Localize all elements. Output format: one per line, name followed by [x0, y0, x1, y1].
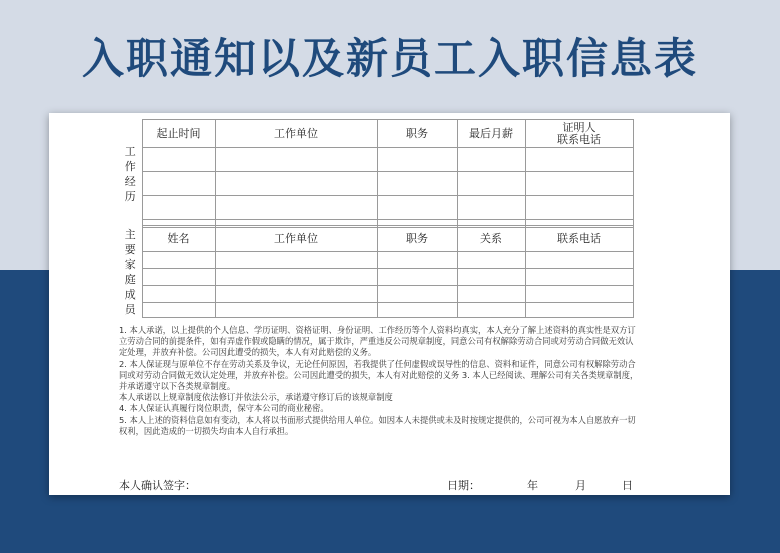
- signature-label: 本人确认签字：: [119, 479, 196, 492]
- term-item: 4. 本人保证认真履行岗位职责，保守本公司的商业秘密。: [119, 403, 329, 414]
- term-item: 1. 本人承诺，以上提供的个人信息、学历证明、资格证明、身份证明、工作经历等个人资料均真实，本人充分了解上述资料的真实性是双方订立劳动合同的前提条件，如有弄虚作假或隐瞒的情况，属于欺诈，严重违反公司规章制度，同意公司有权解除劳动合同或对劳动合同做无效认定处理，并放弃补偿。公司因此遭受的损失，本人有对此赔偿的义务。: [119, 325, 636, 358]
- table-row: [119, 196, 633, 220]
- day-label: 日: [622, 479, 633, 492]
- header-phone: 联系电话: [525, 226, 633, 252]
- term-item: 本人承诺以上规章制度依法修订并依法公示，承诺遵守修订后的该规章制度: [119, 392, 393, 403]
- table-row: [119, 148, 633, 172]
- header-position: 职务: [377, 226, 457, 252]
- family-members-label: 主要家庭成员: [119, 226, 142, 318]
- work-history-table: [119, 119, 634, 228]
- header-employer: 工作单位: [215, 120, 377, 148]
- term-item: 2. 本人保证现与原单位不存在劳动关系及争议，无论任何原因，若我提供了任何虚假或误导性的信息、资料和证件，同意公司有权解除劳动合同或对劳动合同做无效认定处理，并放弃补偿。公司因此遭受的损失，本人有对此赔偿的义务 3. 本人已经阅读、理解公司有关各类规章制度，并承诺遵守以下各类规章制度。: [119, 358, 639, 392]
- header-last-salary: 最后月薪: [457, 120, 525, 148]
- term-item: 5. 本人上述的资料信息如有变动，本人将以书面形式提供给用人单位。如因本人未提供或未及时按规定提供的，公司可视为本人自愿放弃一切权利，因此造成的一切损失均由本人自行承担。: [119, 414, 636, 436]
- month-label: 月: [575, 479, 586, 492]
- table-row: [119, 172, 633, 196]
- header-name: 姓名: [142, 226, 215, 252]
- table-row: [119, 303, 633, 318]
- page-title: 入职通知以及新员工入职信息表: [81, 34, 698, 83]
- table-row: [119, 269, 633, 286]
- date-label: 日期：: [447, 479, 480, 492]
- year-label: 年: [527, 479, 538, 492]
- header-employer: 工作单位: [215, 226, 377, 252]
- table-row: [119, 286, 633, 303]
- header-relationship: 关系: [457, 226, 525, 252]
- family-members-table: [119, 225, 634, 318]
- work-history-label: 工作经历: [119, 120, 142, 228]
- form-sheet: [49, 113, 730, 495]
- table-row: [119, 252, 633, 269]
- header-start-end-time: 起止时间: [142, 120, 215, 148]
- header-position: 职务: [377, 120, 457, 148]
- header-reference-phone: 证明人 联系电话: [525, 120, 633, 148]
- terms-text: [119, 325, 639, 437]
